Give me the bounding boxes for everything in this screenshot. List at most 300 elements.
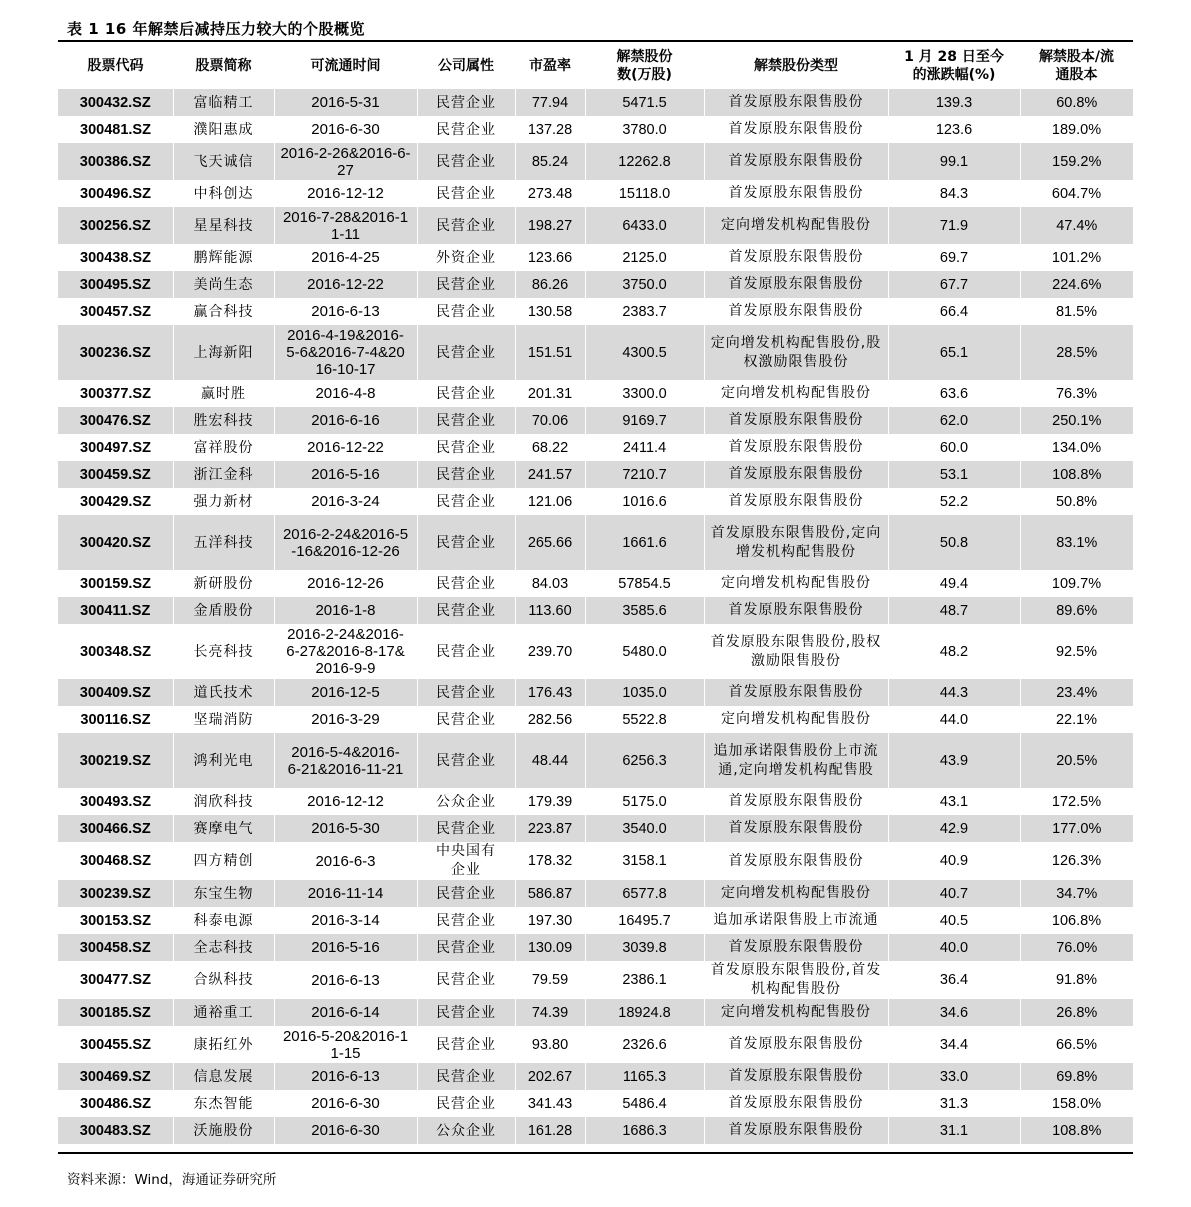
cell-unlock-ratio xyxy=(1020,1063,1133,1090)
cell-circulation-date xyxy=(274,380,417,407)
header-change-line2: 的涨跌幅(%) xyxy=(912,67,996,83)
cell-circulation-date-text: 2016-5-16 xyxy=(311,466,380,483)
table-row xyxy=(58,1026,1133,1063)
cell-unlock-type-text: 追加承诺限售股上市流通 xyxy=(713,912,879,928)
cell-unlock-type xyxy=(704,1026,888,1063)
cell-stock-name xyxy=(173,380,274,407)
header-shares xyxy=(585,43,704,89)
cell-unlock-shares-text: 3585.6 xyxy=(622,602,667,619)
cell-price-change xyxy=(888,143,1020,180)
cell-company-type xyxy=(417,407,515,434)
cell-unlock-shares xyxy=(585,1026,704,1063)
cell-company-type-text: 民营企业 xyxy=(436,1095,496,1112)
cell-unlock-shares-text: 2326.6 xyxy=(622,1036,667,1053)
cell-unlock-type xyxy=(704,434,888,461)
cell-circulation-date-text: 2016-12-26 xyxy=(307,575,384,592)
cell-unlock-type xyxy=(704,570,888,597)
cell-stock-name xyxy=(173,934,274,961)
table-row xyxy=(58,271,1133,298)
cell-stock-code xyxy=(58,116,173,143)
cell-price-change xyxy=(888,597,1020,624)
cell-stock-code-text: 300429.SZ xyxy=(80,493,151,510)
cell-stock-name xyxy=(173,679,274,706)
cell-circulation-date xyxy=(274,880,417,907)
cell-price-change-text: 34.4 xyxy=(939,1036,969,1053)
cell-unlock-type-text: 首发原股东限售股份 xyxy=(728,1036,864,1052)
cell-stock-code-text: 300455.SZ xyxy=(80,1036,151,1053)
cell-pe-ratio xyxy=(515,1026,585,1063)
cell-unlock-type-text: 首发原股东限售股份 xyxy=(728,793,864,809)
cell-unlock-ratio xyxy=(1020,207,1133,244)
cell-price-change-text: 43.1 xyxy=(939,793,969,810)
cell-unlock-type xyxy=(704,999,888,1026)
table-row xyxy=(58,1117,1133,1144)
cell-unlock-shares xyxy=(585,1063,704,1090)
cell-price-change-text: 40.7 xyxy=(939,885,969,902)
cell-circulation-date xyxy=(274,1063,417,1090)
cell-stock-name-text: 胜宏科技 xyxy=(193,412,254,429)
cell-unlock-shares-text: 15118.0 xyxy=(618,185,671,202)
cell-price-change-text: 67.7 xyxy=(939,276,969,293)
cell-unlock-type xyxy=(704,907,888,934)
cell-unlock-type xyxy=(704,961,888,999)
cell-unlock-type xyxy=(704,380,888,407)
cell-pe-ratio xyxy=(515,434,585,461)
cell-stock-code xyxy=(58,325,173,380)
cell-company-type-text: 民营企业 xyxy=(436,412,496,429)
cell-circulation-date xyxy=(274,706,417,733)
cell-unlock-type xyxy=(704,733,888,788)
cell-pe-ratio-text: 130.58 xyxy=(527,303,573,320)
cell-unlock-shares xyxy=(585,380,704,407)
cell-company-type-text: 民营企业 xyxy=(436,1036,496,1053)
cell-pe-ratio-text: 239.70 xyxy=(527,643,573,660)
cell-circulation-date-text: 2016-3-24 xyxy=(311,493,380,510)
cell-company-type-text: 公众企业 xyxy=(436,1122,496,1139)
cell-company-type xyxy=(417,679,515,706)
cell-pe-ratio-text: 123.66 xyxy=(527,249,573,266)
cell-circulation-date-text: 2016-6-30 xyxy=(311,1095,380,1112)
cell-unlock-type-text: 首发原股东限售股份 xyxy=(728,602,864,618)
cell-unlock-shares-text: 2383.7 xyxy=(622,303,667,320)
cell-unlock-type xyxy=(704,488,888,515)
cell-circulation-date xyxy=(274,815,417,842)
cell-unlock-ratio-text: 92.5% xyxy=(1055,643,1098,660)
cell-company-type xyxy=(417,271,515,298)
cell-stock-code xyxy=(58,89,173,116)
cell-pe-ratio-text: 241.57 xyxy=(527,466,573,483)
cell-unlock-type-text: 定向增发机构配售股份 xyxy=(721,575,871,591)
cell-pe-ratio xyxy=(515,1063,585,1090)
cell-unlock-type xyxy=(704,325,888,380)
cell-unlock-ratio xyxy=(1020,116,1133,143)
cell-stock-name-text: 道氏技术 xyxy=(193,684,254,701)
cell-price-change xyxy=(888,1026,1020,1063)
table-body xyxy=(58,89,1133,1144)
table-row xyxy=(58,880,1133,907)
cell-stock-name xyxy=(173,515,274,570)
cell-pe-ratio xyxy=(515,380,585,407)
header-shares-line1: 解禁股份 xyxy=(616,49,673,65)
cell-stock-code xyxy=(58,788,173,815)
cell-circulation-date-text: 2016-6-13 xyxy=(311,971,380,989)
cell-stock-name-text: 强力新材 xyxy=(193,493,254,510)
cell-stock-code-text: 300219.SZ xyxy=(79,752,151,769)
cell-pe-ratio-text: 176.43 xyxy=(527,684,573,701)
cell-circulation-date xyxy=(274,679,417,706)
cell-pe-ratio-text: 161.28 xyxy=(527,1122,573,1139)
cell-circulation-date xyxy=(274,89,417,116)
cell-circulation-date xyxy=(274,461,417,488)
cell-circulation-date xyxy=(274,434,417,461)
cell-pe-ratio-text: 77.94 xyxy=(531,94,569,111)
cell-price-change xyxy=(888,624,1020,679)
cell-circulation-date-text: 2016-11-14 xyxy=(307,885,384,902)
cell-pe-ratio xyxy=(515,842,585,880)
cell-price-change xyxy=(888,570,1020,597)
cell-circulation-date-text: 2016-12-22 xyxy=(307,439,384,456)
cell-company-type-text: 民营企业 xyxy=(436,121,496,138)
cell-unlock-shares-text: 16495.7 xyxy=(618,912,671,929)
cell-unlock-shares-text: 5175.0 xyxy=(622,793,667,810)
cell-unlock-type xyxy=(704,880,888,907)
table-row xyxy=(58,143,1133,180)
cell-price-change-text: 34.6 xyxy=(939,1004,969,1021)
table-row xyxy=(58,488,1133,515)
cell-company-type-text: 外资企业 xyxy=(436,249,496,266)
cell-stock-code-text: 300476.SZ xyxy=(79,412,151,429)
cell-unlock-type xyxy=(704,934,888,961)
cell-pe-ratio-text: 273.48 xyxy=(527,185,573,202)
cell-stock-name-text: 坚瑞消防 xyxy=(193,711,254,728)
cell-company-type xyxy=(417,325,515,380)
cell-circulation-date-text: 2016-6-30 xyxy=(311,1122,380,1139)
cell-stock-code xyxy=(58,298,173,325)
cell-unlock-ratio xyxy=(1020,325,1133,380)
cell-unlock-ratio-text: 22.1% xyxy=(1055,711,1098,728)
cell-circulation-date-text: 2016-12-22 xyxy=(307,276,384,293)
cell-unlock-type-text: 首发原股东限售股份 xyxy=(728,684,864,700)
cell-unlock-type-text: 首发原股东限售股份 xyxy=(728,121,864,137)
table-row xyxy=(58,207,1133,244)
cell-company-type-text: 民营企业 xyxy=(436,466,496,483)
cell-stock-name xyxy=(173,1063,274,1090)
cell-stock-name-text: 濮阳惠成 xyxy=(193,121,254,138)
cell-stock-code xyxy=(58,597,173,624)
cell-unlock-ratio xyxy=(1020,271,1133,298)
cell-stock-code xyxy=(58,461,173,488)
cell-price-change xyxy=(888,298,1020,325)
cell-stock-name xyxy=(173,597,274,624)
cell-pe-ratio xyxy=(515,1117,585,1144)
cell-circulation-date-text: 2016-6-16 xyxy=(311,412,380,429)
cell-stock-name-text: 科泰电源 xyxy=(193,912,254,929)
cell-price-change xyxy=(888,1063,1020,1090)
cell-price-change-text: 53.1 xyxy=(939,466,969,483)
cell-circulation-date-text: 2016-5-20&2016-1 1-15 xyxy=(282,1027,409,1062)
cell-circulation-date xyxy=(274,271,417,298)
cell-stock-name xyxy=(173,733,274,788)
cell-pe-ratio xyxy=(515,733,585,788)
cell-unlock-ratio xyxy=(1020,434,1133,461)
cell-circulation-date-text: 2016-5-31 xyxy=(311,94,380,111)
cell-unlock-ratio-text: 81.5% xyxy=(1055,303,1098,320)
table-row xyxy=(58,1090,1133,1117)
cell-circulation-date-text: 2016-6-3 xyxy=(315,852,376,870)
cell-stock-code xyxy=(58,907,173,934)
cell-unlock-shares-text: 9169.7 xyxy=(622,412,667,429)
cell-unlock-shares-text: 5471.5 xyxy=(622,94,667,111)
cell-price-change-text: 49.4 xyxy=(939,575,969,592)
cell-unlock-ratio-text: 76.0% xyxy=(1056,939,1098,956)
cell-unlock-ratio xyxy=(1020,570,1133,597)
cell-circulation-date xyxy=(274,1090,417,1117)
cell-stock-code-text: 300469.SZ xyxy=(79,1068,151,1085)
cell-price-change-text: 48.7 xyxy=(939,602,969,619)
cell-unlock-shares-text: 6256.3 xyxy=(622,752,667,769)
header-pe: 市盈率 xyxy=(529,58,571,74)
header-owner: 公司属性 xyxy=(438,58,494,74)
cell-pe-ratio xyxy=(515,407,585,434)
cell-stock-name xyxy=(173,1117,274,1144)
cell-circulation-date-text: 2016-7-28&2016-1 1-11 xyxy=(282,208,409,243)
cell-unlock-ratio xyxy=(1020,380,1133,407)
cell-pe-ratio xyxy=(515,624,585,679)
cell-unlock-type-text: 首发原股东限售股份 xyxy=(728,303,864,319)
cell-circulation-date xyxy=(274,298,417,325)
cell-price-change xyxy=(888,733,1020,788)
cell-stock-code xyxy=(58,271,173,298)
table-row xyxy=(58,842,1133,880)
cell-circulation-date xyxy=(274,407,417,434)
table-row xyxy=(58,815,1133,842)
cell-unlock-ratio-text: 69.8% xyxy=(1056,1068,1098,1085)
cell-stock-code-text: 300466.SZ xyxy=(79,820,151,837)
cell-unlock-type-text: 首发原股东限售股份 xyxy=(728,94,864,110)
cell-price-change-text: 66.4 xyxy=(939,303,969,320)
cell-stock-code xyxy=(58,706,173,733)
cell-unlock-shares xyxy=(585,89,704,116)
cell-unlock-shares xyxy=(585,515,704,570)
cell-price-change-text: 50.8 xyxy=(939,534,969,551)
cell-price-change-text: 44.3 xyxy=(939,684,969,701)
cell-stock-code xyxy=(58,880,173,907)
cell-price-change xyxy=(888,679,1020,706)
table-row xyxy=(58,515,1133,570)
cell-circulation-date xyxy=(274,1117,417,1144)
cell-pe-ratio xyxy=(515,271,585,298)
cell-unlock-shares-text: 3300.0 xyxy=(622,385,667,402)
cell-unlock-ratio-text: 109.7% xyxy=(1051,575,1102,592)
cell-unlock-type-text: 定向增发机构配售股份 xyxy=(721,885,871,901)
cell-pe-ratio-text: 85.24 xyxy=(531,153,569,170)
cell-unlock-ratio xyxy=(1020,1026,1133,1063)
cell-unlock-ratio-text: 126.3% xyxy=(1051,853,1102,869)
cell-unlock-shares-text: 5486.4 xyxy=(622,1095,667,1112)
cell-stock-name xyxy=(173,999,274,1026)
cell-pe-ratio-text: 70.06 xyxy=(531,412,569,429)
cell-circulation-date-text: 2016-6-14 xyxy=(311,1004,380,1021)
cell-pe-ratio xyxy=(515,515,585,570)
cell-stock-name xyxy=(173,461,274,488)
cell-unlock-type xyxy=(704,706,888,733)
table-row xyxy=(58,116,1133,143)
cell-stock-name-text: 四方精创 xyxy=(193,853,254,869)
cell-stock-code xyxy=(58,815,173,842)
cell-company-type-text: 民营企业 xyxy=(436,602,496,619)
cell-unlock-shares xyxy=(585,434,704,461)
cell-company-type-text: 民营企业 xyxy=(436,885,496,902)
cell-pe-ratio-text: 282.56 xyxy=(527,711,573,728)
cell-stock-name xyxy=(173,1090,274,1117)
cell-unlock-type-text: 首发原股东限售股份 xyxy=(728,412,864,428)
cell-unlock-shares-text: 7210.7 xyxy=(622,466,667,483)
table-row xyxy=(58,733,1133,788)
cell-price-change xyxy=(888,180,1020,207)
cell-price-change xyxy=(888,706,1020,733)
cell-unlock-ratio-text: 106.8% xyxy=(1051,912,1102,929)
table-row xyxy=(58,597,1133,624)
cell-stock-name xyxy=(173,488,274,515)
cell-unlock-shares xyxy=(585,1117,704,1144)
cell-circulation-date-text: 2016-4-8 xyxy=(315,385,376,402)
cell-circulation-date-text: 2016-12-12 xyxy=(307,793,384,810)
cell-circulation-date xyxy=(274,570,417,597)
cell-company-type-text: 民营企业 xyxy=(436,385,496,402)
cell-circulation-date-text: 2016-3-29 xyxy=(311,711,380,728)
cell-stock-name-text: 上海新阳 xyxy=(193,344,254,361)
cell-company-type xyxy=(417,733,515,788)
cell-company-type-text: 民营企业 xyxy=(436,276,496,293)
cell-pe-ratio xyxy=(515,244,585,271)
cell-stock-name xyxy=(173,180,274,207)
cell-stock-name xyxy=(173,815,274,842)
cell-unlock-ratio xyxy=(1020,733,1133,788)
cell-company-type xyxy=(417,1090,515,1117)
cell-stock-name-text: 赢时胜 xyxy=(201,385,246,402)
cell-unlock-type-text: 定向增发机构配售股份,股权激励限售股份 xyxy=(710,334,882,370)
table-row xyxy=(58,180,1133,207)
cell-unlock-ratio xyxy=(1020,679,1133,706)
cell-price-change xyxy=(888,488,1020,515)
cell-unlock-type-text: 首发原股东限售股份,定向增发机构配售股份 xyxy=(710,524,882,560)
cell-stock-name-text: 信息发展 xyxy=(193,1068,254,1085)
cell-unlock-ratio-text: 20.5% xyxy=(1056,752,1098,769)
cell-pe-ratio-text: 179.39 xyxy=(527,793,573,810)
source-note: 资料来源：Wind，海通证券研究所 xyxy=(67,1172,277,1188)
cell-unlock-ratio xyxy=(1020,907,1133,934)
cell-unlock-shares-text: 1661.6 xyxy=(622,534,667,551)
cell-pe-ratio xyxy=(515,1090,585,1117)
cell-pe-ratio-text: 93.80 xyxy=(531,1036,569,1053)
cell-stock-code xyxy=(58,679,173,706)
cell-pe-ratio-text: 197.30 xyxy=(527,912,573,929)
cell-stock-code-text: 300486.SZ xyxy=(80,1095,151,1112)
cell-stock-name xyxy=(173,325,274,380)
cell-pe-ratio-text: 121.06 xyxy=(527,493,573,510)
cell-pe-ratio-text: 198.27 xyxy=(527,217,573,234)
cell-price-change-text: 44.0 xyxy=(939,711,969,728)
cell-stock-code xyxy=(58,244,173,271)
cell-unlock-type-text: 首发原股东限售股份 xyxy=(728,439,864,455)
cell-unlock-shares-text: 2125.0 xyxy=(622,249,667,266)
cell-company-type-text: 民营企业 xyxy=(436,643,496,660)
cell-company-type xyxy=(417,1026,515,1063)
cell-unlock-shares-text: 6433.0 xyxy=(622,217,667,234)
cell-company-type-text: 民营企业 xyxy=(436,217,496,234)
header-change-line1: 1 月 28 日至今 xyxy=(904,49,1004,65)
cell-unlock-shares xyxy=(585,207,704,244)
cell-unlock-shares-text: 18924.8 xyxy=(618,1004,671,1021)
cell-unlock-shares-text: 6577.8 xyxy=(622,885,667,902)
table-header-row xyxy=(58,43,1133,89)
cell-stock-code xyxy=(58,624,173,679)
cell-company-type xyxy=(417,961,515,999)
cell-company-type xyxy=(417,815,515,842)
cell-unlock-shares-text: 2386.1 xyxy=(622,972,667,988)
cell-unlock-shares xyxy=(585,907,704,934)
cell-stock-code xyxy=(58,407,173,434)
cell-stock-name xyxy=(173,788,274,815)
cell-company-type xyxy=(417,488,515,515)
cell-stock-name-text: 通裕重工 xyxy=(193,1004,254,1021)
cell-circulation-date-text: 2016-2-26&2016-6- 27 xyxy=(280,144,411,179)
cell-pe-ratio xyxy=(515,207,585,244)
cell-pe-ratio xyxy=(515,999,585,1026)
cell-stock-code-text: 300481.SZ xyxy=(80,121,151,138)
cell-unlock-type xyxy=(704,597,888,624)
cell-unlock-ratio xyxy=(1020,880,1133,907)
cell-stock-name xyxy=(173,143,274,180)
table-row xyxy=(58,325,1133,380)
cell-company-type-text: 民营企业 xyxy=(436,303,496,320)
cell-stock-name-text: 浙江金科 xyxy=(193,466,254,483)
cell-company-type-text: 公众企业 xyxy=(436,793,496,810)
cell-price-change xyxy=(888,880,1020,907)
cell-stock-name xyxy=(173,907,274,934)
header-change xyxy=(888,43,1020,89)
cell-company-type xyxy=(417,842,515,880)
cell-unlock-type-text: 追加承诺限售股份上市流通,定向增发机构配售股 xyxy=(713,742,879,778)
cell-stock-name xyxy=(173,244,274,271)
table-row xyxy=(58,380,1133,407)
cell-circulation-date-text: 2016-12-12 xyxy=(307,185,384,202)
cell-company-type xyxy=(417,244,515,271)
cell-unlock-ratio xyxy=(1020,180,1133,207)
cell-unlock-ratio xyxy=(1020,89,1133,116)
cell-price-change-text: 63.6 xyxy=(939,385,969,402)
cell-pe-ratio xyxy=(515,788,585,815)
cell-price-change xyxy=(888,244,1020,271)
cell-company-type-text: 民营企业 xyxy=(436,493,496,510)
cell-circulation-date-text: 2016-5-16 xyxy=(311,939,380,956)
cell-unlock-ratio-text: 89.6% xyxy=(1056,602,1098,619)
cell-unlock-type xyxy=(704,180,888,207)
cell-unlock-shares xyxy=(585,244,704,271)
top-rule xyxy=(58,40,1133,42)
cell-unlock-shares-text: 1016.6 xyxy=(622,493,667,510)
cell-price-change-text: 123.6 xyxy=(935,121,973,138)
cell-stock-code-text: 300457.SZ xyxy=(80,303,151,320)
cell-company-type-text: 民营企业 xyxy=(436,972,496,988)
cell-unlock-ratio-text: 26.8% xyxy=(1056,1004,1098,1021)
cell-unlock-shares-text: 2411.4 xyxy=(622,439,667,456)
cell-company-type xyxy=(417,380,515,407)
cell-unlock-ratio-text: 28.5% xyxy=(1056,344,1098,361)
cell-company-type-text: 民营企业 xyxy=(436,1068,496,1085)
table-row xyxy=(58,461,1133,488)
cell-price-change-text: 42.9 xyxy=(939,820,969,837)
